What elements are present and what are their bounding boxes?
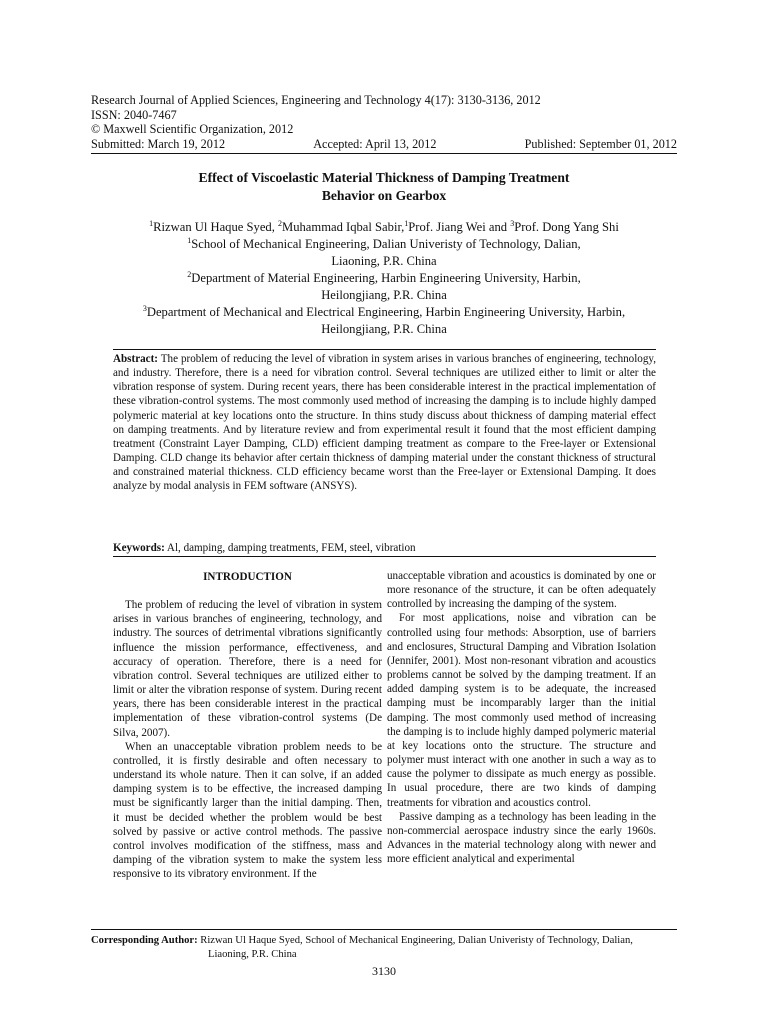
author-sup: 1 (404, 219, 409, 228)
affiliation-1-line-2: Liaoning, P.R. China (331, 254, 437, 268)
author-names (91, 219, 677, 236)
keywords-label: Keywords: (113, 542, 165, 554)
copyright: © Maxwell Scientific Organization, 2012 (91, 122, 294, 137)
paragraph: For most applications, noise and vibration can be controlled using four methods: Absorption, use of barriers and enclosures, Structural Damping and Vibration Isolation (Jennifer, 2001). Most non-resonant vibration and acoustics problems cannot be solved by the damping treatment. If an added damping system is to be adequate, the increased damping must be incomparably larger than the initial damping. The most commonly used method of increasing the damping is to include highly damped polymeric material at key locations onto the structure. The structure and polymer must interact with one another in such a way as to cause the polymer to dissipate as much energy as possible. In usual procedure, there are two kinds of damping treatments for vibration and acoustics control. (387, 612, 656, 809)
affiliation-2 (91, 270, 677, 287)
keywords-bottom-rule (113, 556, 656, 557)
corresponding-text-line-2: Liaoning, P.R. China (208, 949, 297, 960)
corresponding-author (91, 934, 677, 962)
title-line-1: Effect of Viscoelastic Material Thickness of Damping Treatment (198, 170, 570, 185)
paragraph-continuation: unacceptable vibration and acoustics is dominated by one or more resonance of the structure, it can be often adequately controlled by increasing the damping of the system. (387, 570, 656, 611)
author-name: Rizwan Ul Haque Syed, (153, 220, 279, 234)
header-divider (91, 153, 677, 154)
abstract-top-rule (113, 349, 656, 350)
left-column (113, 569, 382, 881)
author-sup: 3 (510, 219, 515, 228)
affiliation-2-line-2: Heilongjiang, P.R. China (321, 288, 447, 302)
paragraph: Passive damping as a technology has been leading in the non-commercial aerospace industry since the early 1960s. Advances in the material technology along with newer and more efficient analytical and experimental (387, 810, 656, 866)
corresponding-label: Corresponding Author: (91, 935, 198, 946)
published-date: Published: September 01, 2012 (524, 137, 677, 152)
affiliation-sup: 2 (187, 270, 192, 279)
abstract-label: Abstract: (113, 353, 158, 365)
abstract (113, 352, 656, 494)
author-name: Muhammad Iqbal Sabir, (282, 220, 405, 234)
author-block (91, 219, 677, 338)
corresponding-text: Rizwan Ul Haque Syed, School of Mechanical Engineering, Dalian Univeristy of Technology, Dalian, (197, 935, 633, 946)
footer-divider (91, 929, 677, 930)
affiliation-sup: 3 (142, 304, 147, 313)
paragraph: The problem of reducing the level of vibration in system arises in various branches of engineering, technology, and industry. The sources of detrimental vibrations significantly influence the mission performance, effectiveness, and accuracy of operation. Therefore, there is a need for vibration control. Several techniques are utilized either to limit or alter the vibration response of system. During recent years, there has been considerable interest in the practical implementation of these vibration-control systems (De Silva, 2007). (113, 599, 382, 739)
author-name: Prof. Dong Yang Shi (514, 220, 619, 234)
journal-citation: Research Journal of Applied Sciences, Engineering and Technology 4(17): 3130-3136, 2012 (91, 93, 541, 107)
accepted-date: Accepted: April 13, 2012 (313, 137, 437, 152)
publication-dates (91, 137, 677, 152)
submitted-date: Submitted: March 19, 2012 (91, 137, 226, 152)
paragraph: When an unacceptable vibration problem needs to be controlled, it is firstly desirable and often necessary to understand its whole nature. Then it can solve, if an added damping system is to be effective, the increased damping must be significantly larger than the initial damping. Then, it must be decided whether the problem would be best solved by passive or active control methods. The passive control involves modification of the stiffness, mass and damping of the vibration system to make the system less responsive to its vibratory environment. If the (113, 740, 382, 881)
section-heading: INTRODUCTION (203, 571, 292, 583)
keywords (113, 541, 656, 555)
affiliation-sup: 1 (187, 236, 192, 245)
affiliation-3-line-2: Heilongjiang, P.R. China (321, 322, 447, 336)
paper-title (91, 169, 677, 205)
author-sup: 2 (278, 219, 283, 228)
keywords-text: Al, damping, damping treatments, FEM, steel, vibration (164, 542, 416, 554)
affiliation-text: Department of Mechanical and Electrical Engineering, Harbin Engineering University, Harbin, (146, 305, 626, 319)
affiliation-1 (91, 236, 677, 253)
author-sup: 1 (149, 219, 154, 228)
affiliation-text: School of Mechanical Engineering, Dalian Univeristy of Technology, Dalian, (191, 237, 581, 251)
affiliation-3 (91, 304, 677, 321)
page-number: 3130 (372, 964, 396, 978)
affiliation-text: Department of Material Engineering, Harbin Engineering University, Harbin, (191, 271, 581, 285)
author-name: Prof. Jiang Wei and (408, 220, 511, 234)
right-column (387, 569, 656, 866)
issn: ISSN: 2040-7467 (91, 107, 177, 122)
title-line-2: Behavior on Gearbox (321, 188, 447, 203)
abstract-text: The problem of reducing the level of vibration in system arises in various branches of engineering, technology, and industry. Therefore, there is a need for vibration control. Several techniques are utilized either to limit or alter the vibration response of system. During recent years, there has been considerable interest in the practical implementation of these vibration-control systems. The most commonly used method of increasing the damping is to include highly damped polymeric material at key locations onto the structure. In thins study discuss about thickness of damping material effect on damping treatments. And by literature review and from experimental result it found that the most efficient damping treatment (Constraint Layer Damping, CLD) efficient damping treatment as compare to the Free-layer or Extensional Damping. CLD change its behavior after certain thickness of damping material under the constant thickness of structural and constrained material thickness. CLD efficiency became worst than the Free-layer or Extensional Damping. It does analyze by modal analysis in FEM software (ANSYS). (113, 353, 656, 493)
journal-header (91, 93, 677, 152)
